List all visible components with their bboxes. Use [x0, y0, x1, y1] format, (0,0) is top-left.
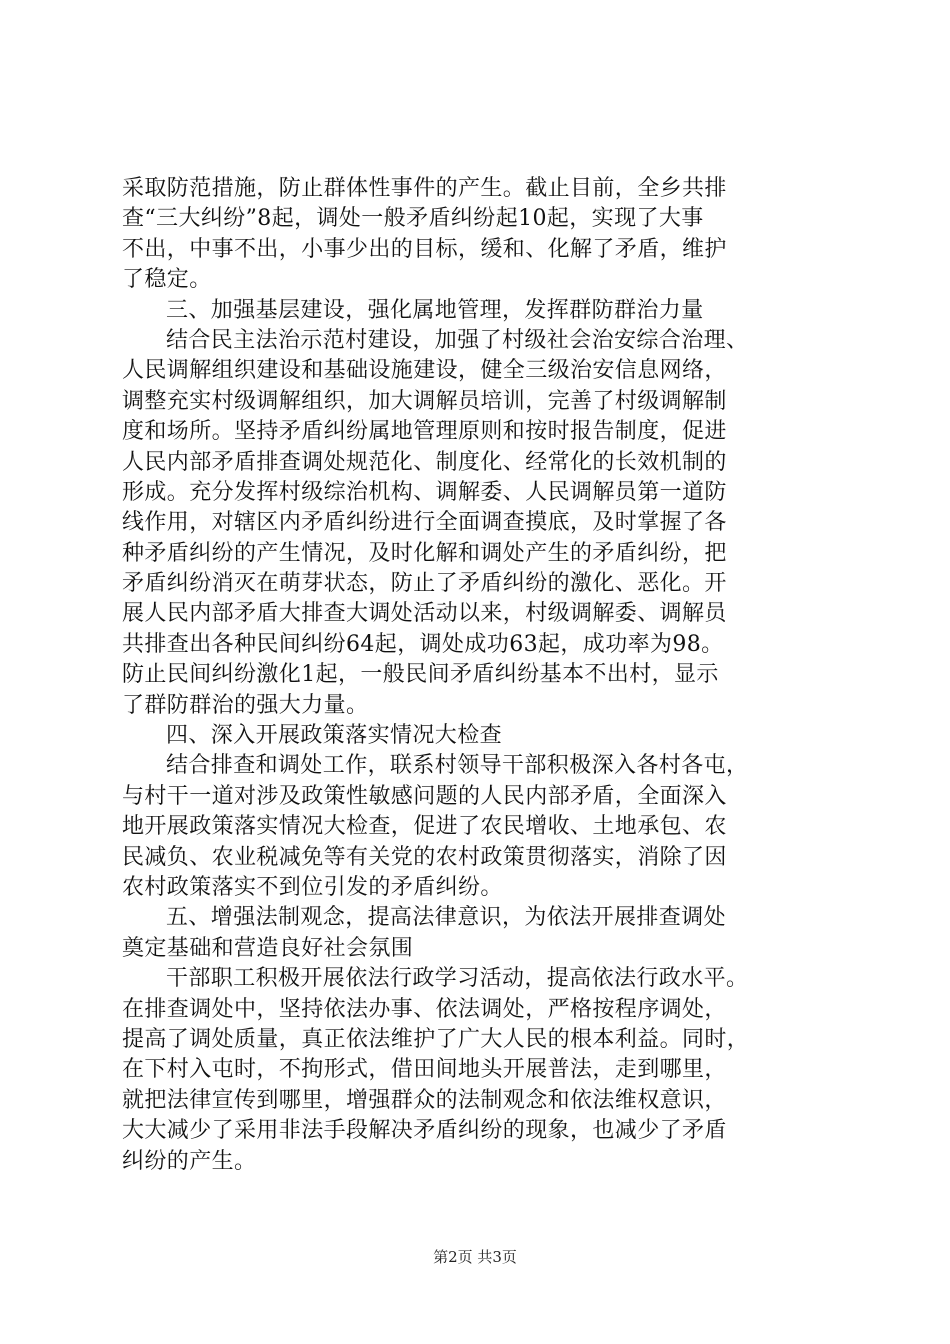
text-line: 地开展政策落实情况大检查，促进了农民增收、土地承包、农	[122, 814, 727, 840]
text-line: 了稳定。	[122, 267, 212, 293]
page-number: 第2页 共3页	[433, 1248, 517, 1266]
text-line: 人民内部矛盾排查调处规范化、制度化、经常化的长效机制的	[122, 449, 727, 475]
section-heading: 四、深入开展政策落实情况大检查	[166, 723, 503, 749]
text-line: 干部职工积极开展依法行政学习活动，提高依法行政水平。	[166, 966, 749, 992]
text-line: 采取防范措施，防止群体性事件的产生。截止目前，全乡共排	[122, 176, 727, 201]
section-heading: 三、加强基层建设，强化属地管理，发挥群防群治力量	[166, 297, 704, 323]
page-footer	[0, 1247, 950, 1267]
text-line: 在排查调处中，坚持依法办事、依法调处，严格按程序调处，	[122, 996, 727, 1022]
text-line: 人民调解组织建设和基础设施建设，健全三级治安信息网络，	[122, 358, 727, 384]
text-line: 民减负、农业税减免等有关党的农村政策贯彻落实，消除了因	[122, 844, 727, 870]
text-line: 度和场所。坚持矛盾纠纷属地管理原则和按时报告制度，促进	[122, 419, 727, 445]
text-line: 与村干一道对涉及政策性敏感问题的人民内部矛盾，全面深入	[122, 783, 727, 809]
text-line: 农村政策落实不到位引发的矛盾纠纷。	[122, 874, 503, 900]
text-line: 线作用，对辖区内矛盾纠纷进行全面调查摸底，及时掌握了各	[122, 510, 727, 536]
section-heading-continued: 奠定基础和营造良好社会氛围	[122, 935, 414, 961]
text-line: 了群防群治的强大力量。	[122, 692, 369, 718]
text-line: 种矛盾纠纷的产生情况，及时化解和调处产生的矛盾纠纷，把	[122, 540, 727, 566]
text-line: 形成。充分发挥村级综治机构、调解委、人民调解员第一道防	[122, 479, 727, 505]
text-line: 调整充实村级调解组织，加大调解员培训，完善了村级调解制	[122, 388, 727, 414]
document-body	[122, 174, 842, 1177]
text-line: 查“三大纠纷”8起，调处一般矛盾纠纷起10起，实现了大事	[122, 206, 704, 232]
text-line: 展人民内部矛盾大排查大调处活动以来，村级调解委、调解员	[122, 601, 727, 627]
text-line: 防止民间纠纷激化1起，一般民间矛盾纠纷基本不出村，显示	[122, 662, 719, 688]
text-line: 结合排查和调处工作，联系村领导干部积极深入各村各屯，	[166, 753, 749, 779]
text-line: 大大减少了采用非法手段解决矛盾纠纷的现象，也减少了矛盾	[122, 1118, 727, 1144]
text-line: 在下村入屯时，不拘形式，借田间地头开展普法，走到哪里，	[122, 1057, 727, 1083]
text-line: 就把法律宣传到哪里，增强群众的法制观念和依法维权意识，	[122, 1087, 727, 1113]
text-line: 不出，中事不出，小事少出的目标，缓和、化解了矛盾，维护	[122, 236, 727, 262]
text-line: 共排查出各种民间纠纷64起，调处成功63起，成功率为98。	[122, 631, 724, 657]
text-line: 提高了调处质量，真正依法维护了广大人民的根本利益。同时，	[122, 1026, 750, 1052]
section-heading: 五、增强法制观念，提高法律意识，为依法开展排查调处	[166, 905, 727, 931]
text-line: 结合民主法治示范村建设，加强了村级社会治安综合治理、	[166, 327, 749, 353]
text-line: 纠纷的产生。	[122, 1148, 257, 1174]
text-line: 矛盾纠纷消灭在萌芽状态，防止了矛盾纠纷的激化、恶化。开	[122, 571, 727, 597]
